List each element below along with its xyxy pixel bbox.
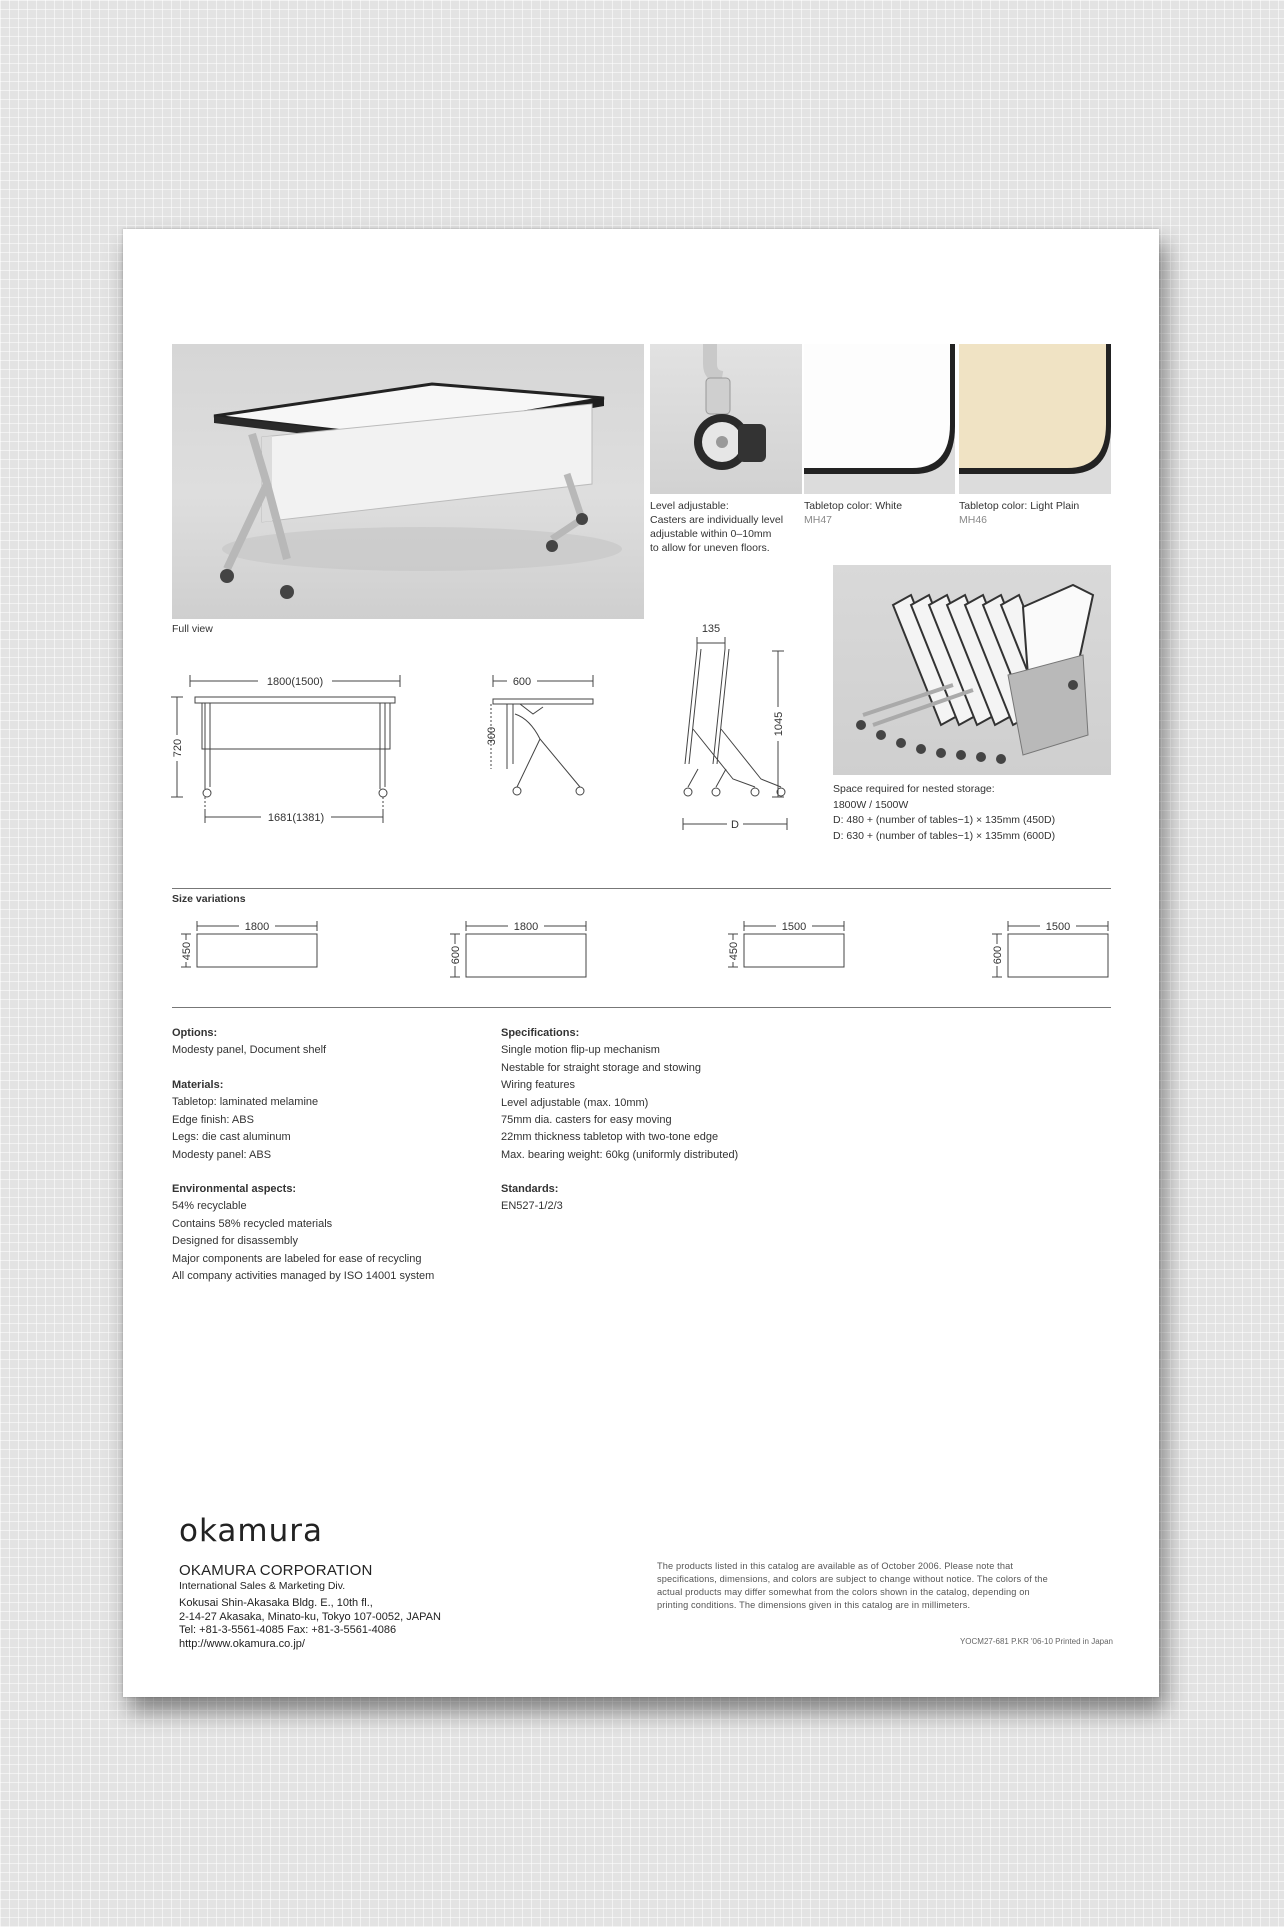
specifications-line: Nestable for straight storage and stowing [501,1061,701,1074]
standards-line: EN527-1/2/3 [501,1200,563,1213]
light-plain-tabletop-title: Tabletop color: Light Plain [959,500,1080,512]
disclaimer-line: The products listed in this catalog are available as of October 2006. Please note that [657,1561,1014,1571]
nested-caption-line: 1800W / 1500W [833,798,909,811]
height-dimension: 720 [172,738,184,758]
front-elevation-drawing [158,659,433,834]
nested-caption-line: Space required for nested storage: [833,783,995,795]
okamura-logo: okamura [179,1513,323,1549]
width-bottom-dimension: 1681(1381) [267,812,325,824]
size-variation-1500x600 [981,919,1116,979]
disclaimer-line: specifications, dimensions, and colors are subject to change without notice. The colors of the [657,1574,1048,1584]
catalog-code: YOCM27-681 P.KR '06-10 Printed in Japan [959,1637,1113,1646]
size-width-label: 1500 [1045,921,1071,933]
standards-block [501,1181,563,1216]
environment-line: Contains 58% recycled materials [172,1217,333,1230]
materials-line: Legs: die cast aluminum [172,1131,291,1144]
size-variations-bottom-rule [172,1007,1111,1008]
nested-caption-line: D: 630 + (number of tables−1) × 135mm (600D) [833,829,1056,842]
white-tabletop-code: MH47 [804,514,833,526]
level-caption-line: Casters are individually level [650,514,784,526]
white-tabletop-caption [804,499,902,527]
environment-line: 54% recyclable [172,1200,247,1213]
size-variation-1800x450 [172,919,332,979]
nested-caption-line: D: 480 + (number of tables−1) × 135mm (450D) [833,814,1056,826]
materials-block [172,1077,318,1164]
environment-line: All company activities managed by ISO 14001 system [172,1270,435,1283]
size-variation-1800x600 [441,919,601,979]
light-plain-tabletop-code: MH46 [959,514,988,526]
nested-storage-caption [833,782,1055,844]
specifications-line: Single motion flip-up mechanism [501,1044,660,1057]
materials-line: Tabletop: laminated melamine [172,1096,319,1109]
specifications-line: Wiring features [501,1079,575,1092]
standards-title: Standards: [501,1183,559,1195]
level-adjustable-caption [650,499,810,555]
specifications-line: Level adjustable (max. 10mm) [501,1096,649,1109]
nested-storage-photo [833,565,1111,775]
disclaimer-line: actual products may differ somewhat from the colors shown in the catalog, depending on [657,1587,1030,1597]
specifications-block [501,1025,738,1164]
environment-title: Environmental aspects: [172,1183,297,1195]
light-plain-tabletop-swatch [959,344,1111,494]
address-block [179,1597,441,1651]
catalog-page [123,229,1159,1697]
nest-pitch-dimension: 135 [701,623,721,635]
level-caption-line: to allow for uneven floors. [650,542,770,554]
size-width-label: 1800 [244,921,270,933]
nested-drawing [663,619,813,844]
address-line: Kokusai Shin-Akasaka Bldg. E., 10th fl., [179,1597,373,1609]
materials-line: Modesty panel: ABS [172,1148,272,1161]
size-depth-label: 450 [728,941,740,961]
options-line: Modesty panel, Document shelf [172,1044,327,1057]
level-caption-line: Level adjustable: [650,500,729,512]
disclaimer [657,1560,1048,1612]
size-depth-label: 600 [450,945,462,965]
environment-line: Major components are labeled for ease of recycling [172,1252,422,1265]
environment-line: Designed for disassembly [172,1235,298,1248]
company-name: OKAMURA CORPORATION [179,1562,373,1579]
address-line: 2-14-27 Akasaka, Minato-ku, Tokyo 107-0052, JAPAN [179,1610,441,1623]
options-title: Options: [172,1027,218,1039]
website-link[interactable]: http://www.okamura.co.jp/ [179,1637,305,1650]
size-depth-label: 450 [181,941,193,961]
specifications-line: 75mm dia. casters for easy moving [501,1114,672,1127]
specifications-line: Max. bearing weight: 60kg (uniformly distributed) [501,1148,739,1161]
division-name: International Sales & Marketing Div. [179,1580,346,1592]
white-tabletop-swatch [804,344,955,494]
size-variations-title: Size variations [172,893,246,905]
disclaimer-line: printing conditions. The dimensions given in this catalog are in millimeters. [657,1600,971,1610]
full-view-photo [172,344,644,619]
panel-height-dimension: 300 [486,726,498,746]
caster-photo [650,344,802,494]
side-elevation-drawing [485,659,605,834]
size-variation-1500x450 [719,919,879,979]
size-variations-top-rule [172,888,1111,889]
materials-line: Edge finish: ABS [172,1113,254,1126]
materials-title: Materials: [172,1079,224,1091]
white-tabletop-title: Tabletop color: White [804,500,903,512]
specifications-line: 22mm thickness tabletop with two-tone edge [501,1131,719,1144]
options-block [172,1025,326,1060]
depth-dimension: 600 [512,676,532,688]
address-line: Tel: +81-3-5561-4085 Fax: +81-3-5561-4086 [179,1624,397,1636]
width-top-dimension: 1800(1500) [266,676,324,688]
specifications-title: Specifications: [501,1027,580,1039]
nest-height-dimension: 1045 [773,711,785,737]
full-view-caption: Full view [172,623,213,635]
environment-block [172,1181,434,1285]
level-caption-line: adjustable within 0–10mm [650,528,772,540]
size-depth-label: 600 [992,945,1004,965]
light-plain-tabletop-caption [959,499,1079,527]
size-width-label: 1500 [781,921,807,933]
size-width-label: 1800 [513,921,539,933]
nest-depth-dimension: D [731,819,739,831]
